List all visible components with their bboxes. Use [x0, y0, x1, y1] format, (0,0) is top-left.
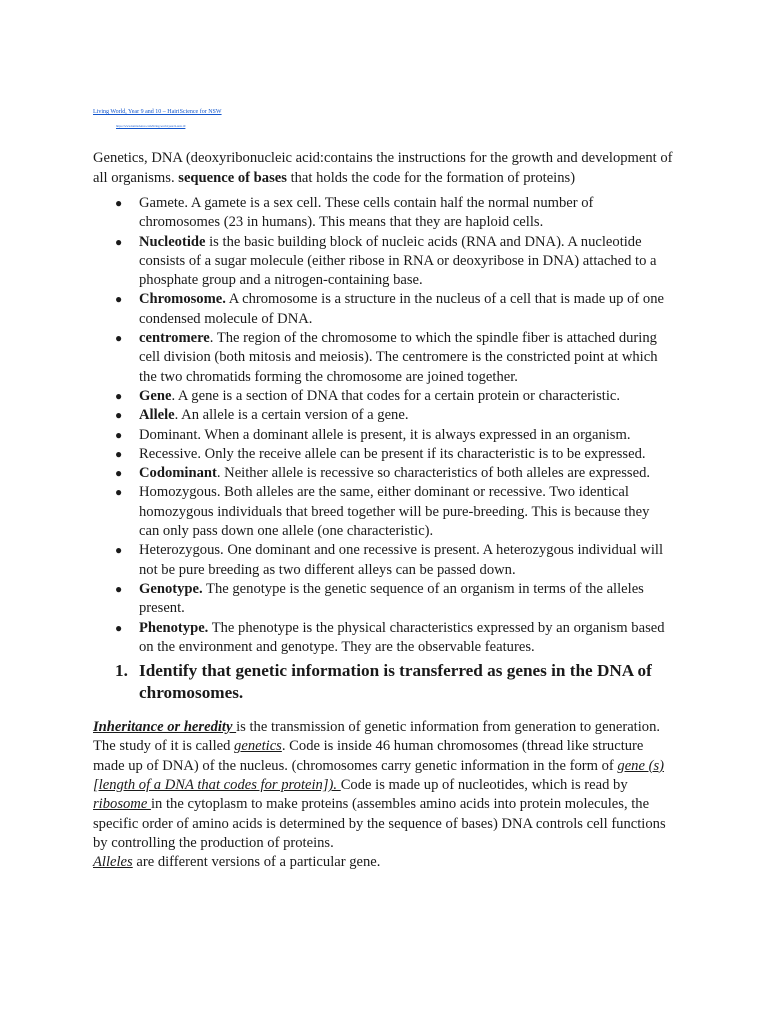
list-item: ● Heterozygous. One dominant and one recessive is present. A heterozygous individual will not be pure breeding as two different alleys can be passed down. [115, 542, 664, 578]
term-inheritance: Inheritance or heredity [93, 719, 237, 736]
bullet-icon: ● [115, 388, 123, 403]
bullet-icon: ● [115, 234, 123, 249]
bullet-icon: ● [115, 620, 123, 635]
list-item: ● Recessive. Only the receive allele can be present if its characteristic is to be expressed. [93, 445, 669, 464]
bullet-icon: ● [115, 466, 123, 481]
intro-paragraph [93, 149, 673, 188]
list-item: ● Codominant. Neither allele is recessive so characteristics of both alleles are expressed. [93, 464, 669, 483]
list-item: ● Dominant. When a dominant allele is present, it is always expressed in an organism. [93, 426, 669, 445]
bullet-icon: ● [115, 408, 123, 423]
section-heading [93, 660, 679, 704]
heading-number: 1. [115, 661, 128, 681]
document-body [93, 149, 673, 873]
heading-text: Identify that genetic information is transferred as genes in the DNA of chromosomes. [139, 661, 652, 703]
bullet-icon: ● [115, 427, 123, 442]
list-item: ● Gene. A gene is a section of DNA that codes for a certain protein or characteristic. [93, 387, 669, 406]
list-item: ● Allele. An allele is a certain version of a gene. [93, 406, 669, 425]
list-item: ● Phenotype. The phenotype is the physical characteristics expressed by an organism based on the environment and genotype. They are the observable features. [115, 619, 665, 655]
bullet-icon: ● [115, 581, 123, 596]
intro-text-2: that holds the code for the formation of proteins) [286, 169, 576, 186]
bullet-icon: ● [115, 292, 123, 307]
bullet-icon: ● [115, 543, 123, 558]
bullet-icon: ● [115, 331, 123, 346]
term-ribosome: ribosome [93, 796, 151, 813]
intro-bold: sequence of bases [178, 169, 287, 186]
inheritance-paragraph: Inheritance or heredity is the transmission of genetic information from generation to generation. The study of it is called genetics. Code is inside 46 human chromosomes (thread like structure made up of DNA) of the nucleus. (chromosomes carry genetic information in the form of gene (s) [length of a DNA that codes for protein]). Code is made up of nucleotides, which is read by ribosome in the cytoplasm to make proteins (assembles amino acids into protein molecules, the specific order of amino acids is determined by the sequence of bases) DNA controls cell functions by controlling the production of proteins. [93, 719, 666, 851]
term-gene: gene (s) [length of a DNA that codes for protein]). [93, 757, 665, 794]
term-genetics: genetics [234, 738, 282, 755]
list-item: ● Genotype. The genotype is the genetic sequence of an organism in terms of the alleles present. [115, 580, 644, 617]
list-item: ● Homozygous. Both alleles are the same, either dominant or recessive. Two identical homozygous individuals that breed together will be pure-breeding. This is because they can only pass down one allele (one characteristic). [115, 484, 650, 540]
definition-list [93, 194, 673, 657]
term-alleles: Alleles [93, 854, 133, 871]
bullet-icon: ● [115, 446, 123, 461]
list-item: ● centromere. The region of the chromosome to which the spindle fiber is attached during cell division (both mitosis and meiosis). The centromere is the constricted point at which the two chromatids forming the chromosome are joined together. [115, 330, 658, 385]
alleles-paragraph: Alleles are different versions of a particular gene. [93, 854, 381, 871]
source-url-link[interactable]: https://www.hairiscience.com/living-world-year-9-and-10 [116, 124, 186, 128]
list-item: ● Chromosome. A chromosome is a structure in the nucleus of a cell that is made up of one condensed molecule of DNA. [115, 291, 664, 327]
intro-text-1: Genetics, DNA (deoxyribonucleic acid:contains the instructions for the growth and development of all organisms. [93, 150, 673, 186]
bullet-icon: ● [115, 485, 123, 500]
list-item: ● Gamete. A gamete is a sex cell. These cells contain half the normal number of chromosomes (23 in humans). This means that they are haploid cells. [115, 195, 594, 231]
source-link[interactable]: Living World, Year 9 and 10 – HairiScience for NSW [93, 109, 222, 115]
bullet-icon: ● [115, 196, 123, 210]
list-item: ● Nucleotide is the basic building block of nucleic acids (RNA and DNA). A nucleotide consists of a sugar molecule (either ribose in RNA or deoxyribose in DNA) attached to a phosphate group and a nitrogen-containing base. [115, 233, 657, 289]
